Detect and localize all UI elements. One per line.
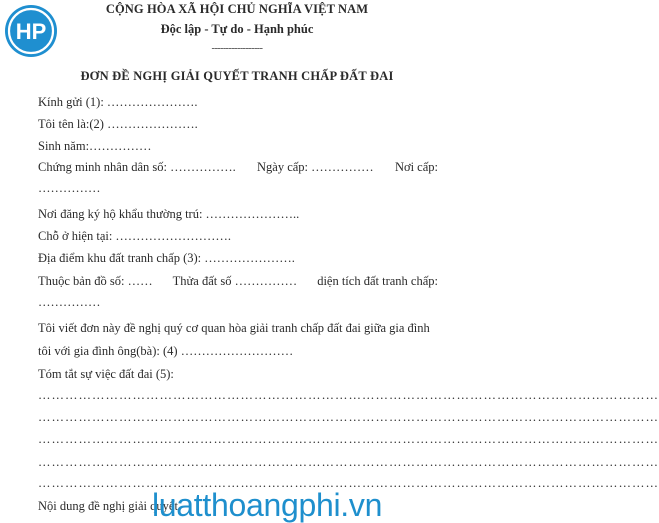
summary-dotted-line: ………………………………………………………………………………………………………………………… <box>38 476 659 490</box>
document-title: ĐƠN ĐỀ NGHỊ GIẢI QUYẾT TRANH CHẤP ĐẤT ĐAI <box>80 69 394 83</box>
issue-place-label: Nơi cấp: <box>394 160 438 174</box>
map-sheet-line <box>38 274 438 288</box>
disputed-area-label: diện tích đất tranh chấp: <box>317 274 438 288</box>
summary-dotted-line: ………………………………………………………………………………………………………………………… <box>38 410 659 424</box>
request-line-2: tôi với gia đình ông(bà): (4) ……………………… <box>38 344 294 358</box>
national-title: CỘNG HÒA XÃ HỘI CHỦ NGHĨA VIỆT NAM <box>105 2 369 16</box>
request-line-1: Tôi viết đơn này đề nghị quý cơ quan hòa giải tranh chấp đất đai giữa gia đình <box>38 321 430 335</box>
motto: Độc lập - Tự do - Hạnh phúc <box>160 22 314 36</box>
addressee-line: Kính gửi (1): …………………. <box>38 95 198 109</box>
issue-date: Ngày cấp: …………… <box>257 160 374 174</box>
resolution-request-label: Nội dung đề nghị giải quyết <box>38 499 178 513</box>
parcel-number: Thửa đất số …………… <box>172 274 298 288</box>
summary-label: Tóm tắt sự việc đất đai (5): <box>38 367 174 381</box>
id-card-line <box>38 160 438 174</box>
issue-place-value: …………… <box>38 181 101 195</box>
watermark: luatthoangphi.vn <box>152 487 383 523</box>
disputed-area-value: …………… <box>38 295 101 309</box>
logo-text: HP <box>15 19 47 44</box>
summary-dotted-line: ………………………………………………………………………………………………………………………… <box>38 432 659 446</box>
summary-dotted-line: ………………………………………………………………………………………………………………………… <box>38 388 659 402</box>
birth-year-line: Sinh năm:…………… <box>38 139 152 153</box>
registered-address-line: Nơi đăng ký hộ khẩu thường trú: ………………….. <box>38 207 300 221</box>
header-rule: ------------------ <box>211 43 263 54</box>
disputed-land-location-line: Địa điểm khu đất tranh chấp (3): …………………. <box>38 251 295 265</box>
name-line: Tôi tên là:(2) …………………. <box>38 117 198 131</box>
id-card-label: Chứng minh nhân dân số: ……………. <box>38 160 236 174</box>
summary-dotted-line: ………………………………………………………………………………………………………………………… <box>38 455 659 469</box>
current-address-line: Chỗ ở hiện tại: ………………………. <box>38 229 232 243</box>
map-sheet-number: Thuộc bản đồ số: …… <box>38 274 153 288</box>
